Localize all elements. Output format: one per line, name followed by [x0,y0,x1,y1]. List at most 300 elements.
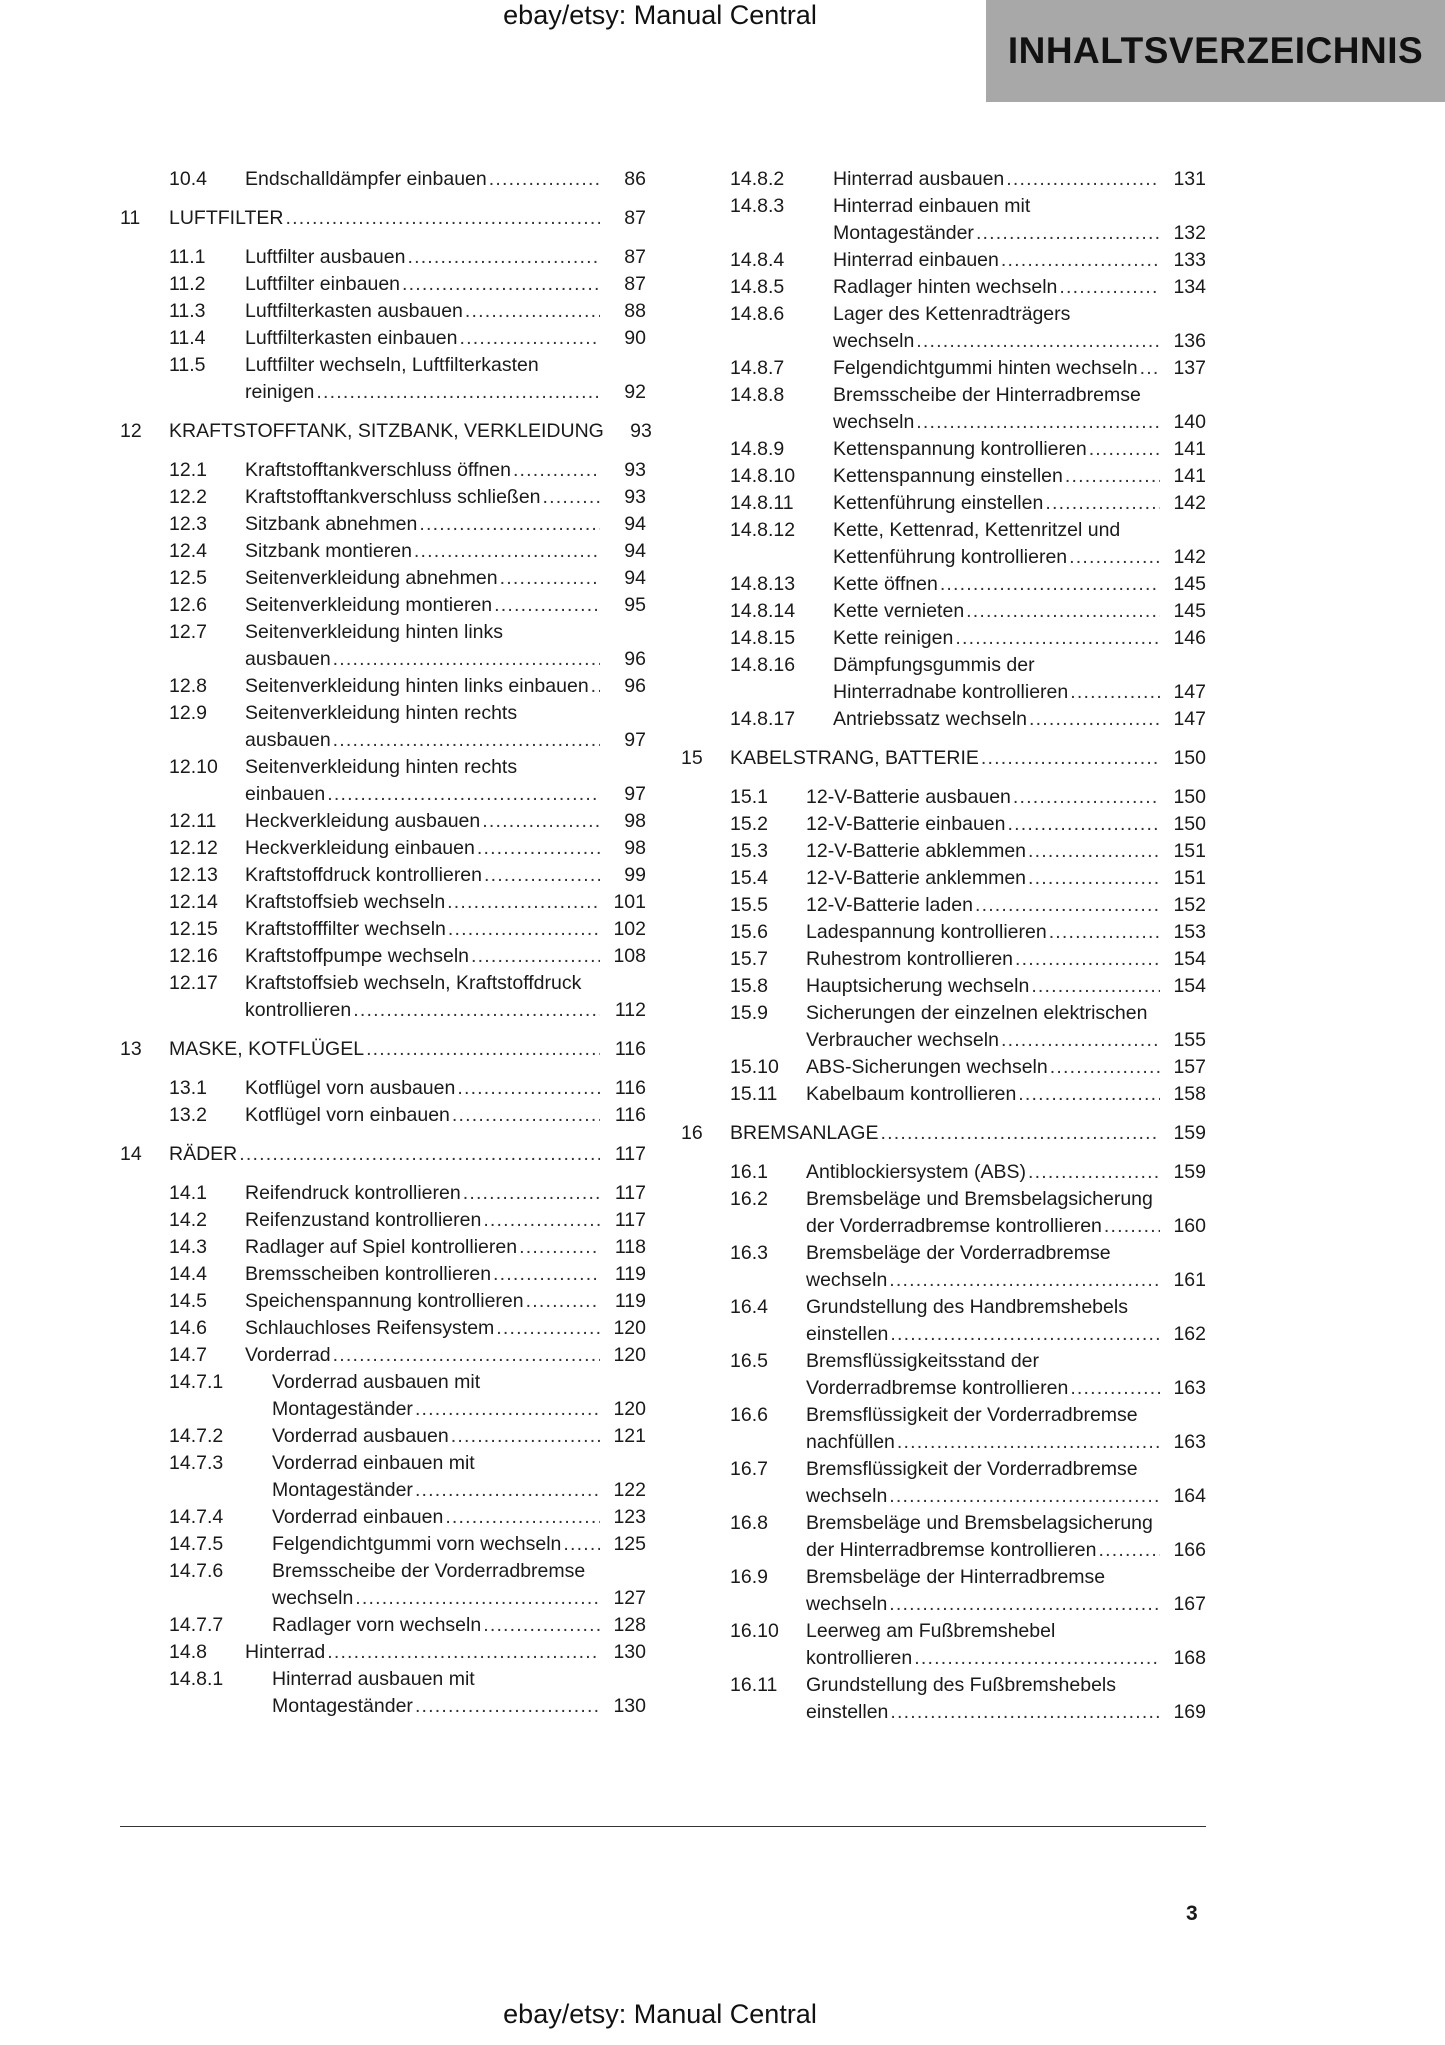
toc-dot-leader [1028,865,1160,892]
toc-entry-number: 13.2 [169,1104,207,1126]
toc-entry-title: Hinterrad ausbauen mit [272,1668,475,1690]
toc-entry-title: Kraftstofffilter wechseln [245,918,446,940]
toc-entry[interactable] [120,1450,646,1504]
toc-dot-leader [239,1141,600,1168]
toc-entry[interactable] [120,1342,646,1369]
toc-entry-number: 14.4 [169,1263,207,1285]
toc-entry[interactable] [681,382,1206,436]
toc-entry-number: 14.8.5 [730,276,785,298]
toc-entry-title: Kotflügel vorn einbauen [245,1104,450,1126]
toc-entry[interactable] [681,436,1206,463]
toc-entry[interactable] [120,1531,646,1558]
toc-entry-title: ABS-Sicherungen wechseln [806,1056,1048,1078]
toc-dot-leader [415,1477,600,1504]
toc-entry-page: 168 [1173,1647,1206,1669]
toc-dot-leader [484,862,600,889]
toc-entry-page: 145 [1173,600,1206,622]
toc-dot-leader [1070,1375,1160,1402]
toc-entry-page: 141 [1173,438,1206,460]
toc-entry[interactable] [681,1054,1206,1081]
toc-entry[interactable] [120,352,646,406]
toc-entry-number: 14.8.8 [730,384,785,406]
toc-entry[interactable] [120,835,646,862]
toc-chapter-entry[interactable] [120,1141,646,1168]
toc-entry-page: 116 [614,1038,646,1060]
toc-entry-number: 15.9 [730,1002,768,1024]
toc-entry-page: 166 [1173,1539,1206,1561]
toc-entry-page: 122 [613,1479,646,1501]
toc-entry[interactable] [681,517,1206,571]
toc-entry-page: 152 [1173,894,1206,916]
toc-entry-title: der Hinterradbremse kontrollieren [806,1539,1097,1561]
toc-entry-title: Kraftstofftankverschluss öffnen [245,459,511,481]
toc-entry-title: Verbraucher wechseln [806,1029,999,1051]
toc-entry[interactable] [120,943,646,970]
toc-dot-leader [1028,838,1160,865]
toc-entry-title: Hinterrad einbauen mit [833,195,1031,217]
toc-dot-leader [975,892,1160,919]
toc-entry-number: 16.6 [730,1404,768,1426]
toc-dot-leader [916,328,1160,355]
toc-entry[interactable] [681,1159,1206,1186]
toc-entry-title: Luftfilterkasten einbauen [245,327,458,349]
toc-entry[interactable] [681,274,1206,301]
toc-entry-title: Endschalldämpfer einbauen [245,168,487,190]
toc-dot-leader [1050,1054,1160,1081]
toc-entry-page: 88 [624,300,646,322]
toc-dot-leader [414,538,600,565]
toc-entry-number: 12.4 [169,540,207,562]
toc-entry-title: MASKE, KOTFLÜGEL [169,1038,365,1060]
toc-entry-title: Kette vernieten [833,600,965,622]
toc-entry[interactable] [120,700,646,754]
toc-entry-title: Kraftstoffpumpe wechseln [245,945,470,967]
toc-entry[interactable] [681,1510,1206,1564]
toc-entry-page: 96 [624,675,646,697]
toc-entry-page: 98 [624,810,646,832]
toc-entry-title: Vorderradbremse kontrollieren [806,1377,1069,1399]
toc-dot-leader [493,1261,600,1288]
toc-entry[interactable] [681,1294,1206,1348]
toc-entry-number: 11 [120,207,141,229]
toc-entry-title: Sitzbank abnehmen [245,513,418,535]
toc-entry-number: 16.1 [730,1161,768,1183]
toc-entry-title: Lager des Kettenradträgers [833,303,1071,325]
toc-entry[interactable] [120,862,646,889]
toc-entry[interactable] [681,1240,1206,1294]
toc-entry[interactable] [120,1207,646,1234]
toc-entry-title: KABELSTRANG, BATTERIE [730,747,979,769]
toc-entry-title: der Vorderradbremse kontrollieren [806,1215,1102,1237]
toc-dot-leader [889,1483,1160,1510]
toc-entry[interactable] [120,1261,646,1288]
toc-entry-page: 130 [613,1641,646,1663]
toc-entry[interactable] [681,919,1206,946]
toc-dot-leader [355,1585,600,1612]
header-banner [986,0,1445,102]
toc-entry[interactable] [681,166,1206,193]
toc-entry[interactable] [681,1456,1206,1510]
toc-entry[interactable] [681,193,1206,247]
toc-dot-leader [333,1342,600,1369]
toc-entry-page: 86 [624,168,646,190]
toc-chapter-entry[interactable] [120,205,646,232]
toc-entry-title: Antiblockiersystem (ABS) [806,1161,1026,1183]
toc-entry-title: Montageständer [272,1695,413,1717]
toc-entry-title: wechseln [833,411,915,433]
toc-entry-title: Grundstellung des Fußbremshebels [806,1674,1116,1696]
toc-entry[interactable] [681,811,1206,838]
toc-entry[interactable] [120,1369,646,1423]
toc-entry-title: Kettenführung einstellen [833,492,1044,514]
toc-entry-page: 93 [624,486,646,508]
toc-entry-page: 119 [614,1290,646,1312]
toc-entry-title: Kraftstoffdruck kontrollieren [245,864,482,886]
toc-entry-title: LUFTFILTER [169,207,284,229]
toc-chapter-entry[interactable] [681,745,1206,772]
toc-entry-title: Bremsbeläge und Bremsbelagsicherung [806,1512,1153,1534]
toc-entry-number: 16.4 [730,1296,768,1318]
toc-entry-number: 16.9 [730,1566,768,1588]
toc-entry[interactable] [681,973,1206,1000]
toc-entry-page: 102 [613,918,646,940]
toc-entry[interactable] [681,1564,1206,1618]
toc-entry-number: 16.10 [730,1620,779,1642]
toc-entry-title: Montageständer [272,1398,413,1420]
toc-entry[interactable] [681,946,1206,973]
toc-entry[interactable] [120,619,646,673]
toc-entry-page: 95 [624,594,646,616]
toc-entry-title: Seitenverkleidung hinten rechts [245,702,518,724]
toc-entry-title: Montageständer [272,1479,413,1501]
toc-entry-number: 12.11 [169,810,217,832]
toc-entry-number: 15.8 [730,975,768,997]
toc-entry[interactable] [120,592,646,619]
toc-dot-leader [496,1315,600,1342]
toc-entry-number: 14.8.13 [730,573,796,595]
toc-dot-leader [447,889,600,916]
toc-entry[interactable] [120,1288,646,1315]
toc-dot-leader [1140,355,1160,382]
toc-entry-title: wechseln [833,330,915,352]
toc-entry-number: 14.8.11 [730,492,794,514]
toc-entry-page: 155 [1173,1029,1206,1051]
toc-entry[interactable] [120,271,646,298]
toc-entry-number: 14.8.2 [730,168,785,190]
toc-entry-title: Bremsbeläge und Bremsbelagsicherung [806,1188,1153,1210]
toc-entry-page: 94 [624,540,646,562]
toc-entry-page: 153 [1173,921,1206,943]
toc-entry-number: 14.7.3 [169,1452,224,1474]
toc-chapter-entry[interactable] [120,418,652,445]
toc-entry[interactable] [681,571,1206,598]
toc-entry-number: 13 [120,1038,142,1060]
toc-dot-leader [366,1036,600,1063]
toc-entry[interactable] [681,865,1206,892]
toc-entry-page: 117 [614,1209,646,1231]
toc-entry-number: 15.7 [730,948,768,970]
toc-entry[interactable] [120,673,646,700]
toc-entry[interactable] [681,355,1206,382]
toc-entry-page: 132 [1173,222,1206,244]
toc-column-left [120,166,652,1720]
toc-entry[interactable] [120,916,646,943]
toc-dot-leader [914,1645,1160,1672]
toc-entry-number: 14.8.16 [730,654,796,676]
toc-entry-page: 97 [624,783,646,805]
toc-entry-title: KRAFTSTOFFTANK, SITZBANK, VERKLEIDUNG [169,420,604,442]
toc-dot-leader [415,1396,600,1423]
toc-entry-page: 96 [624,648,646,670]
toc-entry-page: 151 [1173,840,1206,862]
toc-entry-title: Hinterrad ausbauen [833,168,1005,190]
toc-entry[interactable] [681,892,1206,919]
toc-entry-number: 16.3 [730,1242,768,1264]
toc-entry-title: Dämpfungsgummis der [833,654,1035,676]
toc-entry[interactable] [681,652,1206,706]
toc-entry-number: 16.2 [730,1188,768,1210]
toc-entry[interactable] [120,1639,646,1666]
toc-entry-number: 16.11 [730,1674,778,1696]
toc-entry-number: 12.15 [169,918,218,940]
toc-entry-title: Vorderrad [245,1344,331,1366]
toc-entry[interactable] [681,838,1206,865]
toc-entry[interactable] [120,325,646,352]
toc-entry-page: 108 [613,945,646,967]
toc-chapter-entry[interactable] [120,1036,646,1063]
toc-dot-leader [316,379,600,406]
toc-entry[interactable] [120,457,646,484]
toc-entry-number: 12.10 [169,756,218,778]
toc-entry[interactable] [120,1234,646,1261]
toc-entry-number: 14.7.2 [169,1425,224,1447]
toc-entry[interactable] [120,808,646,835]
toc-entry[interactable] [120,1612,646,1639]
toc-entry-number: 14.8 [169,1641,207,1663]
toc-entry[interactable] [120,244,646,271]
toc-entry[interactable] [120,1315,646,1342]
toc-entry-page: 167 [1173,1593,1206,1615]
toc-dot-leader [1049,919,1160,946]
toc-entry-title: Seitenverkleidung hinten rechts [245,756,518,778]
toc-entry-page: 116 [614,1104,646,1126]
toc-entry-title: Felgendichtgummi hinten wechseln [833,357,1138,379]
toc-entry-title: Ruhestrom kontrollieren [806,948,1014,970]
toc-entry[interactable] [120,1102,646,1129]
toc-entry-number: 12.16 [169,945,218,967]
toc-entry[interactable] [120,1666,646,1720]
toc-entry-title: Luftfilter wechseln, Luftfilterkasten [245,354,539,376]
toc-entry-page: 112 [614,999,646,1021]
toc-entry-number: 14.7.5 [169,1533,224,1555]
toc-dot-leader [463,1180,600,1207]
toc-entry-number: 11.4 [169,327,206,349]
toc-entry-number: 14 [120,1143,142,1165]
toc-entry-number: 15.11 [730,1083,778,1105]
toc-entry[interactable] [681,490,1206,517]
toc-entry-title: Luftfilter ausbauen [245,246,406,268]
toc-entry-page: 120 [613,1317,646,1339]
toc-entry[interactable] [120,166,646,193]
toc-entry-number: 12.6 [169,594,207,616]
toc-dot-leader [407,244,600,271]
toc-entry-number: 12 [120,420,142,442]
toc-entry-page: 151 [1173,867,1206,889]
toc-dot-leader [543,484,600,511]
toc-entry-number: 12.17 [169,972,218,994]
toc-entry-number: 16.5 [730,1350,768,1372]
toc-entry-number: 11.1 [169,246,206,268]
toc-dot-leader [889,1267,1160,1294]
toc-entry-number: 14.8.4 [730,249,785,271]
toc-entry-title: Seitenverkleidung hinten links einbauen [245,675,589,697]
toc-entry-title: Hinterrad [245,1641,326,1663]
toc-entry[interactable] [681,247,1206,274]
toc-entry-page: 120 [613,1344,646,1366]
toc-chapter-entry[interactable] [681,1120,1206,1147]
toc-entry-page: 87 [624,273,646,295]
toc-entry[interactable] [681,784,1206,811]
toc-entry-page: 119 [614,1263,646,1285]
toc-entry-number: 12.14 [169,891,218,913]
toc-entry-number: 15.10 [730,1056,779,1078]
toc-entry-page: 159 [1173,1122,1206,1144]
toc-dot-leader [1031,973,1160,1000]
toc-entry-page: 99 [624,864,646,886]
toc-entry[interactable] [120,511,646,538]
toc-entry-page: 147 [1173,708,1206,730]
toc-entry-number: 14.6 [169,1317,207,1339]
toc-entry-title: wechseln [806,1485,888,1507]
toc-entry-number: 15.2 [730,813,768,835]
toc-entry[interactable] [120,970,646,1024]
toc-entry[interactable] [681,706,1206,733]
toc-entry-title: Antriebssatz wechseln [833,708,1028,730]
toc-entry-title: Bremsflüssigkeit der Vorderradbremse [806,1404,1138,1426]
toc-dot-leader [526,1288,600,1315]
toc-entry[interactable] [120,298,646,325]
toc-entry[interactable] [681,1000,1206,1054]
toc-entry[interactable] [681,598,1206,625]
toc-entry-page: 161 [1173,1269,1206,1291]
toc-entry[interactable] [681,625,1206,652]
toc-entry-number: 14.1 [169,1182,207,1204]
toc-dot-leader [513,457,600,484]
toc-entry-title: Seitenverkleidung montieren [245,594,493,616]
toc-entry-number: 15 [681,747,703,769]
toc-entry-title: Kraftstofftankverschluss schließen [245,486,541,508]
toc-dot-leader [519,1234,600,1261]
toc-entry-number: 15.4 [730,867,768,889]
toc-dot-leader [445,1504,600,1531]
toc-entry-number: 15.6 [730,921,768,943]
toc-entry[interactable] [120,538,646,565]
toc-entry-number: 15.1 [730,786,768,808]
toc-entry-number: 16.8 [730,1512,768,1534]
toc-entry-page: 137 [1173,357,1206,379]
toc-entry-page: 157 [1173,1056,1206,1078]
toc-entry-number: 14.8.1 [169,1668,224,1690]
toc-entry-title: Luftfilter einbauen [245,273,401,295]
toc-entry-title: Schlauchloses Reifensystem [245,1317,495,1339]
toc-entry-page: 163 [1173,1377,1206,1399]
toc-entry-page: 98 [624,837,646,859]
toc-dot-leader [1069,544,1160,571]
toc-entry-page: 117 [614,1182,646,1204]
toc-entry-title: Kette, Kettenrad, Kettenritzel und [833,519,1121,541]
toc-entry-page: 147 [1173,681,1206,703]
toc-entry-title: 12-V-Batterie abklemmen [806,840,1027,862]
toc-dot-leader [1001,1027,1160,1054]
toc-entry[interactable] [681,1402,1206,1456]
toc-entry-page: 146 [1173,627,1206,649]
toc-dot-leader [448,916,600,943]
toc-entry[interactable] [681,1672,1206,1726]
toc-entry-page: 121 [613,1425,646,1447]
toc-entry[interactable] [120,1180,646,1207]
toc-column-right [681,166,1206,1726]
toc-entry[interactable] [120,565,646,592]
toc-entry-title: Sicherungen der einzelnen elektrischen [806,1002,1148,1024]
toc-entry-number: 16.7 [730,1458,768,1480]
toc-entry[interactable] [681,463,1206,490]
toc-dot-leader [327,781,600,808]
toc-entry-number: 12.5 [169,567,207,589]
toc-entry-title: 12-V-Batterie laden [806,894,973,916]
toc-entry[interactable] [120,1075,646,1102]
toc-entry-title: Hinterradnabe kontrollieren [833,681,1069,703]
toc-entry[interactable] [120,889,646,916]
toc-entry[interactable] [120,484,646,511]
toc-entry[interactable] [120,1504,646,1531]
toc-entry-title: Kettenspannung kontrollieren [833,438,1087,460]
toc-entry-number: 12.12 [169,837,218,859]
toc-entry-title: Radlager hinten wechseln [833,276,1058,298]
toc-entry-title: Leerweg am Fußbremshebel [806,1620,1056,1642]
toc-entry-page: 92 [624,381,646,403]
toc-entry-title: BREMSANLAGE [730,1122,879,1144]
toc-entry-page: 145 [1173,573,1206,595]
toc-entry-page: 125 [613,1533,646,1555]
toc-entry[interactable] [681,1081,1206,1108]
toc-entry-page: 93 [630,420,652,442]
toc-entry[interactable] [120,1558,646,1612]
toc-entry-title: Grundstellung des Handbremshebels [806,1296,1128,1318]
toc-entry-title: Bremsflüssigkeitsstand der [806,1350,1040,1372]
toc-dot-leader [489,166,600,193]
toc-dot-leader [940,571,1160,598]
toc-entry-page: 101 [613,891,646,913]
toc-entry-title: Bremsscheibe der Hinterradbremse [833,384,1141,406]
toc-entry-title: nachfüllen [806,1431,895,1453]
toc-entry[interactable] [120,754,646,808]
toc-entry-page: 150 [1173,747,1206,769]
toc-entry-number: 15.3 [730,840,768,862]
toc-entry[interactable] [681,301,1206,355]
toc-entry-title: Kettenspannung einstellen [833,465,1063,487]
toc-entry-page: 133 [1173,249,1206,271]
toc-entry[interactable] [681,1348,1206,1402]
toc-entry-number: 12.8 [169,675,207,697]
toc-entry-title: Sitzbank montieren [245,540,412,562]
toc-entry-title: Bremsscheiben kontrollieren [245,1263,492,1285]
toc-entry[interactable] [120,1423,646,1450]
toc-entry-number: 14.8.12 [730,519,796,541]
toc-entry[interactable] [681,1186,1206,1240]
toc-entry[interactable] [681,1618,1206,1672]
toc-dot-leader [452,1102,600,1129]
toc-dot-leader [1070,679,1160,706]
